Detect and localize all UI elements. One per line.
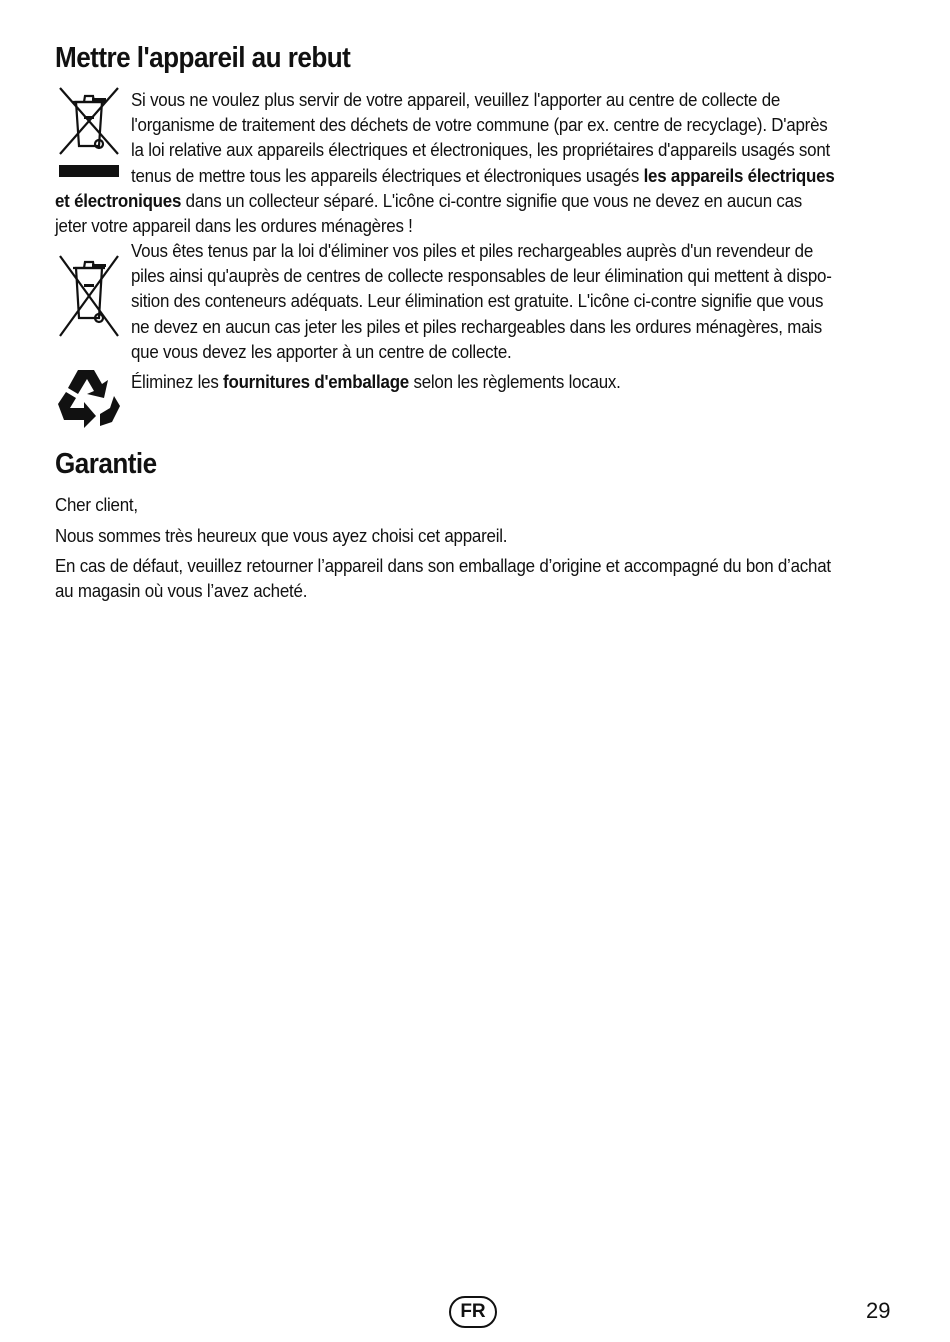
- text-line: Si vous ne voulez plus servir de votre appareil, veuillez l'apporter au centre de collecte de: [131, 89, 781, 110]
- text-line: piles ainsi qu'auprès de centres de collecte responsables de leur élimination qui mettent à dispo-: [131, 265, 832, 287]
- text-line: que vous devez les apporter à un centre de collecte.: [131, 340, 512, 362]
- text-line: l'organisme de traitement des déchets de votre commune (par ex. centre de recyclage). D'après: [131, 114, 828, 136]
- battery-paragraph: [131, 238, 927, 364]
- bold-text: fournitures d'emballage: [223, 371, 409, 392]
- text-line: sition des conteneurs adéquats. Leur élimination est gratuite. L'icône ci-contre signifie que vous: [131, 290, 824, 312]
- text-line: [131, 369, 927, 394]
- text-line: En cas de défaut, veuillez retourner l’appareil dans son emballage d’origine et accompagné du bon d’achat: [55, 555, 831, 576]
- warranty-instructions: [55, 553, 924, 603]
- section-title-warranty: Garantie: [55, 448, 157, 480]
- battery-bin-icon: [56, 254, 122, 338]
- text-span: tenus de mettre tous les appareils électriques et électroniques usagés: [131, 164, 644, 186]
- section-title-disposal: Mettre l'appareil au rebut: [55, 42, 351, 74]
- text-line: jeter votre appareil dans les ordures ménagères !: [55, 215, 413, 237]
- text-span: Éliminez les: [131, 371, 224, 392]
- bold-text: les appareils électriques: [643, 164, 835, 186]
- text-span: dans un collecteur séparé. L'icône ci-contre signifie que vous ne devez en aucun cas: [181, 190, 803, 211]
- bold-text: et électroniques: [55, 190, 182, 211]
- packaging-paragraph: [131, 369, 927, 394]
- disposal-paragraph: [131, 87, 927, 188]
- text-line: au magasin où vous l’avez acheté.: [55, 580, 308, 602]
- text-line: ne devez en aucun cas jeter les piles et piles rechargeables dans les ordures ménagères, mais: [131, 315, 823, 337]
- text-line: Vous êtes tenus par la loi d'éliminer vos piles et piles rechargeables auprès d'un revendeur de: [131, 240, 814, 261]
- text-line: la loi relative aux appareils électriques et électroniques, les propriétaires d'appareils usagés sont: [131, 139, 831, 161]
- recycle-icon: [54, 364, 122, 430]
- page-number: 29: [866, 1298, 891, 1323]
- warranty-intro: Nous sommes très heureux que vous ayez choisi cet appareil.: [55, 525, 508, 546]
- warranty-greeting: Cher client,: [55, 494, 138, 515]
- text-span: selon les règlements locaux.: [408, 371, 621, 392]
- language-badge: FR: [449, 1296, 497, 1328]
- disposal-paragraph-continued: [55, 188, 924, 238]
- weee-bin-icon: [56, 86, 122, 181]
- text-line: [55, 188, 924, 213]
- text-line: [131, 163, 927, 188]
